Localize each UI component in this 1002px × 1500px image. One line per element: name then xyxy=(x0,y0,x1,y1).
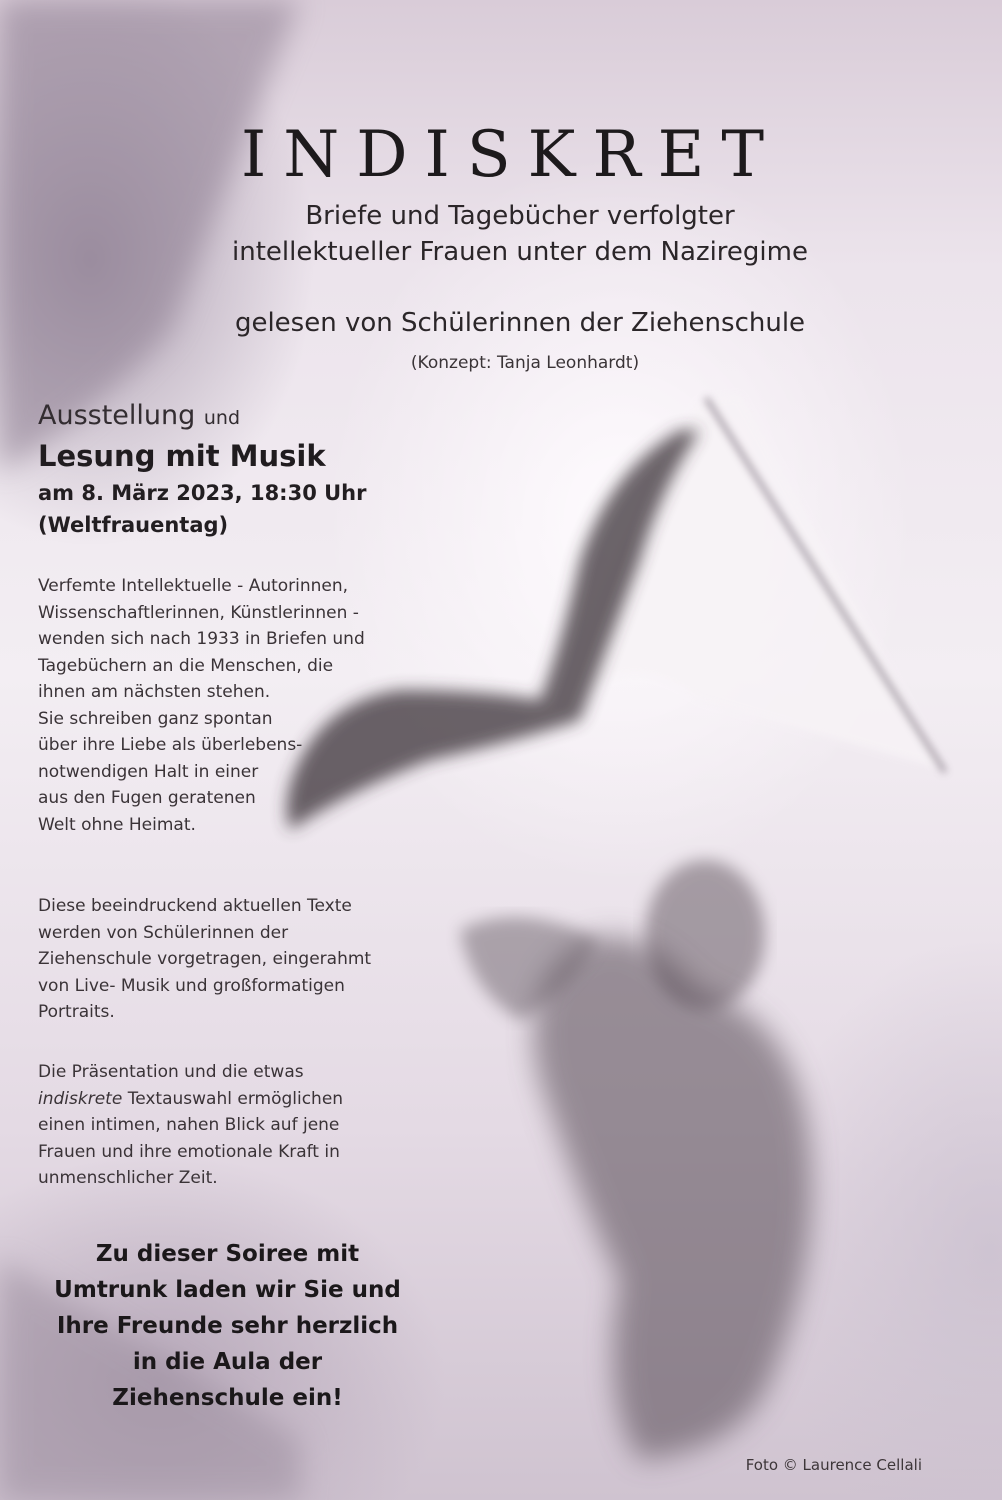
and-label: und xyxy=(203,407,241,429)
invitation: Zu dieser Soiree mit Umtrunk laden wir Sie und Ihre Freunde sehr herzlich in die Aula der Ziehenschule ein! xyxy=(54,1241,401,1411)
read-by-line: gelesen von Schülerinnen der Ziehenschule xyxy=(234,308,806,338)
paragraph-presentation-start: Die Präsentation und die etwas xyxy=(38,1062,304,1082)
paragraph-intro: Verfemte Intellektuelle - Autorinnen, Wissenschaftlerinnen, Künstlerinnen - wenden sich nach 1933 in Briefen und Tagebüchern an die Menschen, die ihnen am nächsten stehen. Sie schreiben ganz spontan über ihre Liebe als überlebens- notwendigen Halt in einer aus den Fugen geratenen Welt ohne Heimat. xyxy=(38,576,365,835)
poster-title: INDISKRET xyxy=(240,118,782,192)
paragraph-presentation-italic: indiskrete xyxy=(38,1088,123,1109)
paragraph-presentation xyxy=(38,1059,343,1192)
subtitle-line-1: Briefe und Tagebücher verfolgter xyxy=(305,201,735,231)
photo-credit: Foto © Laurence Cellali xyxy=(745,1456,922,1474)
paragraph-presentation-rest: Textauswahl ermöglichen einen intimen, nahen Blick auf jene Frauen und ihre emotionale Kraft in unmenschlicher Zeit. xyxy=(38,1088,344,1188)
reading-label: Lesung mit Musik xyxy=(38,439,326,473)
event-occasion: (Weltfrauentag) xyxy=(38,513,229,537)
concept-credit: (Konzept: Tanja Leonhardt) xyxy=(410,353,640,373)
figure-body xyxy=(533,936,811,1460)
event-date: am 8. März 2023, 18:30 Uhr xyxy=(38,481,367,505)
subtitle xyxy=(0,198,1002,270)
event-info xyxy=(38,400,366,541)
exhibition-line xyxy=(38,400,366,431)
subtitle-line-2: intellektueller Frauen unter dem Naziregime xyxy=(232,237,808,267)
paragraph-texts: Diese beeindruckend aktuellen Texte werden von Schülerinnen der Ziehenschule vorgetragen, eingerahmt von Live- Musik und großformatigen Portraits. xyxy=(38,896,372,1022)
exhibition-label: Ausstellung xyxy=(38,400,196,431)
